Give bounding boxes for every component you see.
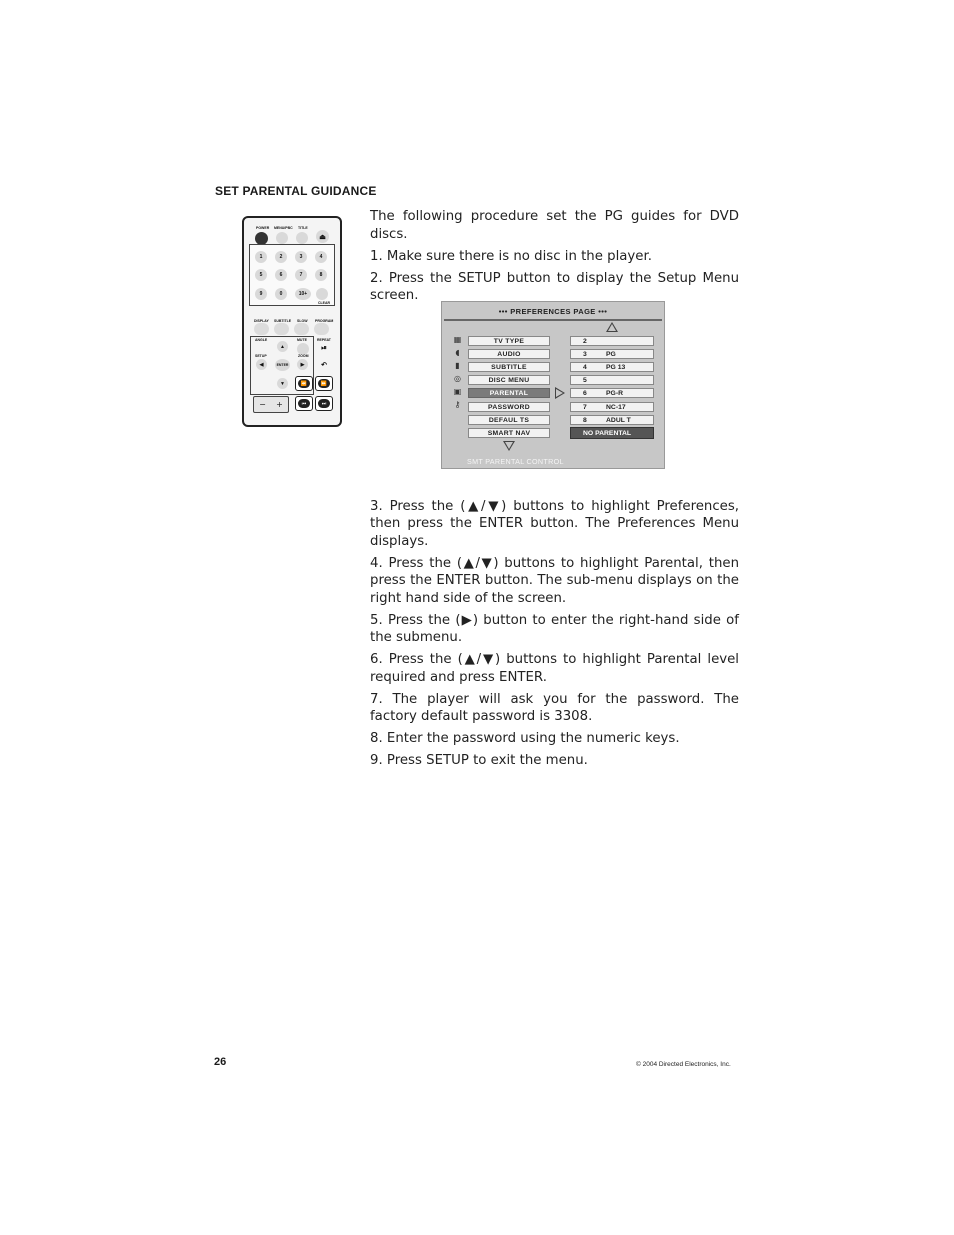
previous-icon: ⏮: [298, 399, 310, 408]
sub-item: [570, 375, 654, 385]
menu-item-defaults: DEFAUL TS: [468, 415, 550, 425]
menu-item-audio: AUDIO: [468, 349, 550, 359]
zoom-label: ZOOM: [298, 354, 309, 358]
display-button: [254, 323, 269, 335]
scroll-down-icon-inner: [505, 442, 513, 449]
subtitle-label: SUBTITLE: [274, 319, 292, 323]
step-8: 8. Enter the password using the numeric keys.: [370, 731, 680, 746]
sub-item-num: 3: [583, 351, 587, 358]
menu-pbc-label: MENU/PBC: [274, 226, 293, 230]
rewind-button: [295, 376, 313, 391]
program-label: PROGRAM: [315, 319, 334, 323]
key-0: 0: [275, 288, 287, 300]
copyright-notice: © 2004 Directed Electronics, Inc.: [636, 1061, 731, 1068]
next-icon: ⏭: [318, 399, 330, 408]
angle-label: ANGLE: [255, 338, 268, 342]
step-3: 3. Press the (▲/▼) buttons to highlight Preferences, then press the ENTER button. The Preferences Menu displays.: [370, 498, 739, 549]
eject-icon: ⏏: [316, 230, 329, 243]
subtitle-icon: ▮: [455, 361, 460, 370]
sub-item-val: PG 13: [606, 364, 626, 371]
key-2: 2: [275, 251, 287, 263]
next-button: [315, 396, 333, 411]
sub-item-val: ADUL T: [606, 417, 631, 424]
sub-item: [570, 415, 654, 425]
sub-item: [570, 402, 654, 412]
clear-label: CLEAR: [318, 301, 331, 305]
sub-item: [570, 388, 654, 398]
menu-item-tv-type: TV TYPE: [468, 336, 550, 346]
step-6: 6. Press the (▲/▼) buttons to highlight Parental level required and press ENTER.: [370, 652, 739, 685]
sub-item-selected: [570, 427, 654, 439]
disc-menu-icon: ◎: [454, 374, 461, 383]
key-9: 9: [255, 288, 267, 300]
step-2: 2. Press the SETUP button to display the Setup Menu screen.: [370, 270, 739, 303]
display-label: DISPLAY: [254, 319, 269, 323]
step-9: 9. Press SETUP to exit the menu.: [370, 753, 588, 768]
sub-item: [570, 349, 654, 359]
clear-button: [316, 288, 328, 300]
menu-item-disc-menu: DISC MENU: [468, 375, 550, 385]
sub-item-val: NO PARENTAL: [583, 430, 632, 437]
enter-button: ENTER: [275, 359, 290, 371]
menu-item-smart-nav: SMART NAV: [468, 428, 550, 438]
rewind-icon: ⏪: [298, 379, 310, 388]
volume-plus: +: [276, 400, 283, 409]
menu-item-subtitle: SUBTITLE: [468, 362, 550, 372]
page-number: 26: [214, 1056, 227, 1068]
sub-item: [570, 362, 654, 372]
intro-paragraph: The following procedure set the PG guides for DVD discs.: [370, 209, 739, 242]
sub-item-num: 4: [583, 364, 587, 371]
remote-control-illustration: [242, 216, 342, 427]
section-heading: SET PARENTAL GUIDANCE: [215, 184, 377, 198]
play-pause-icon: ⏯: [321, 345, 327, 352]
slow-label: SLOW: [297, 319, 308, 323]
volume-rocker: [253, 396, 289, 413]
osd-caption: SMT PARENTAL CONTROL: [467, 457, 564, 466]
osd-title: ••• PREFERENCES PAGE •••: [498, 307, 608, 316]
scroll-up-icon-inner: [608, 324, 616, 331]
sub-item: [570, 336, 654, 346]
key-1: 1: [255, 251, 267, 263]
step-5: 5. Press the (▶) button to enter the right-hand side of the submenu.: [370, 612, 739, 645]
title-label: TITLE: [298, 226, 308, 230]
osd-divider: [444, 319, 662, 321]
key-10-plus: 10+: [295, 288, 311, 300]
sub-item-num: 2: [583, 338, 587, 345]
sub-item-val: PG-R: [606, 390, 623, 397]
key-5: 5: [255, 269, 267, 281]
instructions: [370, 208, 739, 774]
fast-forward-icon: ⏩: [318, 379, 330, 388]
sub-item-num: 5: [583, 377, 587, 384]
left-arrow-icon: ◀: [256, 359, 267, 370]
step-4: 4. Press the (▲/▼) buttons to highlight Parental, then press the ENTER button. The sub-menu displays on the right hand side of the screen.: [370, 555, 739, 606]
fast-forward-button: [315, 376, 333, 391]
key-4: 4: [315, 251, 327, 263]
up-arrow-icon: ▲: [277, 341, 288, 352]
menu-pbc-button: [276, 232, 288, 244]
step-1: 1. Make sure there is no disc in the player.: [370, 248, 652, 264]
sub-item-num: 6: [583, 390, 587, 397]
sub-item-num: 7: [583, 404, 587, 411]
tv-icon: ▦: [453, 335, 462, 344]
key-icon: ⚷: [454, 400, 461, 409]
right-arrow-icon: ▶: [297, 359, 308, 370]
down-arrow-icon: ▼: [277, 378, 288, 389]
sub-item-val: NC-17: [606, 404, 626, 411]
lock-icon: ▣: [453, 387, 462, 396]
subtitle-button: [274, 323, 289, 335]
speaker-icon: ◖: [455, 348, 460, 357]
slow-button: [294, 323, 309, 335]
sub-item-val: PG: [606, 351, 616, 358]
menu-item-password: PASSWORD: [468, 402, 550, 412]
return-icon: ↶: [321, 362, 327, 369]
submenu-pointer-icon-inner: [556, 389, 563, 397]
repeat-label: REPEAT: [317, 338, 331, 342]
key-7: 7: [295, 269, 307, 281]
sub-item-num: 8: [583, 417, 587, 424]
key-8: 8: [315, 269, 327, 281]
key-6: 6: [275, 269, 287, 281]
menu-item-parental: PARENTAL: [468, 388, 550, 398]
power-label: POWER: [256, 226, 270, 230]
preferences-page-screenshot: [441, 301, 665, 469]
mute-label: MUTE: [297, 338, 307, 342]
setup-label: SETUP: [255, 354, 267, 358]
key-3: 3: [295, 251, 307, 263]
title-button: [296, 232, 308, 244]
program-button: [314, 323, 329, 335]
previous-button: [295, 396, 313, 411]
volume-minus: −: [259, 400, 266, 409]
step-7: 7. The player will ask you for the password. The factory default password is 3308.: [370, 691, 739, 724]
